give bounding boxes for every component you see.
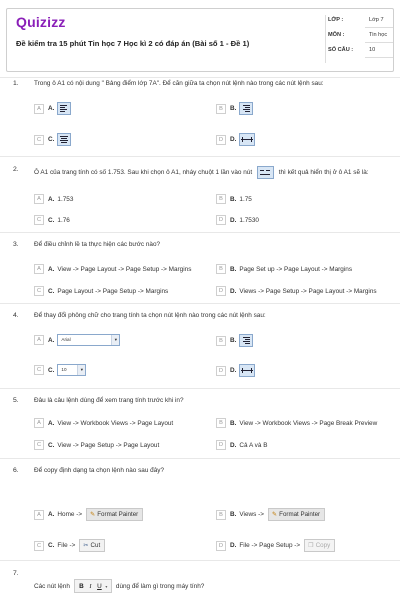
option-c[interactable] bbox=[34, 215, 70, 225]
option-box: A bbox=[34, 335, 44, 345]
option-letter: D. bbox=[230, 542, 237, 549]
option-box: B bbox=[216, 264, 226, 274]
question-text bbox=[34, 166, 369, 179]
option-b[interactable] bbox=[216, 508, 325, 521]
option-letter: B. bbox=[230, 105, 237, 112]
option-box: C bbox=[34, 135, 44, 145]
question-text-part1: Ô A1 của trang tính có số 1.753. Sau khi chọn ô A1, nháy chuột 1 lần vào nút bbox=[34, 169, 253, 177]
option-text: View -> Workbook Views -> Page Break Preview bbox=[239, 419, 378, 427]
option-letter: C. bbox=[48, 542, 55, 549]
option-d[interactable] bbox=[216, 364, 255, 377]
button-label: Format Painter bbox=[97, 511, 139, 518]
option-text: File -> bbox=[57, 542, 76, 549]
align-left-icon bbox=[57, 102, 71, 115]
option-text: View -> Page Setup -> Page Layout bbox=[57, 441, 160, 449]
option-letter: C. bbox=[48, 366, 55, 374]
option-letter: D. bbox=[230, 216, 237, 224]
question-number: 2. bbox=[13, 166, 19, 173]
option-letter: C. bbox=[48, 216, 55, 224]
option-b[interactable] bbox=[216, 264, 352, 274]
format-painter-button-image bbox=[86, 508, 143, 521]
option-letter: D. bbox=[230, 367, 237, 374]
option-text: 1.75 bbox=[239, 195, 252, 203]
option-a[interactable] bbox=[34, 264, 191, 274]
option-text: Views -> Page Setup -> Page Layout -> Margins bbox=[239, 287, 377, 295]
option-text: View -> Page Layout -> Page Setup -> Margins bbox=[57, 265, 192, 273]
option-c[interactable] bbox=[34, 286, 168, 296]
copy-icon: ❐ bbox=[308, 542, 314, 549]
option-text: Page Layout -> Page Setup -> Margins bbox=[57, 287, 169, 295]
question-number: 5. bbox=[13, 397, 19, 404]
option-text: View -> Workbook Views -> Page Layout bbox=[57, 419, 174, 427]
option-box: B bbox=[216, 510, 226, 520]
option-box: D bbox=[216, 135, 226, 145]
option-letter: C. bbox=[48, 441, 55, 449]
option-box: D bbox=[216, 440, 226, 450]
question-text: Để thay đổi phông chữ cho trang tính ta chọn nút lệnh nào trong các nút lệnh sau: bbox=[34, 312, 266, 319]
option-box: C bbox=[34, 541, 44, 551]
question-text: Để copy định dạng ta chọn lệnh nào sau đây? bbox=[34, 467, 165, 474]
option-letter: A. bbox=[48, 265, 55, 273]
question-number: 1. bbox=[13, 80, 19, 87]
option-text: Cả A và B bbox=[239, 441, 268, 449]
meta-underline bbox=[365, 42, 393, 43]
meta-label-class: LỚP : bbox=[328, 17, 344, 23]
section-divider bbox=[0, 77, 400, 78]
option-letter: B. bbox=[230, 511, 237, 518]
option-letter: C. bbox=[48, 287, 55, 295]
italic-icon: I bbox=[89, 582, 92, 590]
option-box: D bbox=[216, 286, 226, 296]
option-b[interactable] bbox=[216, 102, 253, 115]
button-label: Format Painter bbox=[279, 511, 321, 518]
section-divider bbox=[0, 388, 400, 389]
font-size-combo bbox=[57, 364, 86, 376]
option-text: Home -> bbox=[57, 511, 83, 518]
question-text: Trong ô A1 có nội dung " Bảng điểm lớp 7A". Để căn giữa ta chọn nút lệnh nào trong các nút lệnh sau: bbox=[34, 80, 324, 87]
option-letter: D. bbox=[230, 441, 237, 449]
option-a[interactable] bbox=[34, 508, 143, 521]
option-box: D bbox=[216, 366, 226, 376]
question-text: Để điều chỉnh lề ta thực hiện các bước nào? bbox=[34, 241, 161, 248]
meta-label-subject: MÔN : bbox=[328, 32, 345, 38]
question-number: 3. bbox=[13, 241, 19, 248]
quizizz-logo: Quizizz bbox=[16, 14, 66, 30]
option-a[interactable] bbox=[34, 418, 173, 428]
option-box: C bbox=[34, 365, 44, 375]
section-divider bbox=[0, 458, 400, 459]
question-number: 7. bbox=[13, 570, 19, 577]
option-d[interactable] bbox=[216, 539, 335, 552]
option-text: 1.753 bbox=[57, 195, 74, 203]
option-d[interactable] bbox=[216, 215, 259, 225]
option-c[interactable] bbox=[34, 133, 71, 146]
meta-label-count: SỐ CÂU : bbox=[328, 47, 354, 53]
option-box: A bbox=[34, 104, 44, 114]
question-text-part2: thì kết quả hiển thị ở ô A1 sẽ là: bbox=[278, 169, 369, 177]
section-divider bbox=[0, 303, 400, 304]
cut-button-image bbox=[79, 539, 105, 552]
option-box: B bbox=[216, 418, 226, 428]
option-box: A bbox=[34, 418, 44, 428]
option-text: 1.7530 bbox=[239, 216, 259, 224]
question-text-part2: dùng để làm gì trong máy tính? bbox=[115, 582, 205, 590]
question-number: 6. bbox=[13, 467, 19, 474]
option-c[interactable] bbox=[34, 364, 86, 376]
option-letter: C. bbox=[48, 136, 55, 143]
merge-center-icon bbox=[239, 364, 255, 377]
option-b[interactable] bbox=[216, 418, 377, 428]
option-letter: B. bbox=[230, 265, 237, 273]
font-size-value: 10 bbox=[61, 367, 67, 372]
option-box: C bbox=[34, 215, 44, 225]
meta-value-class: Lớp 7 bbox=[369, 17, 384, 23]
option-letter: A. bbox=[48, 336, 55, 344]
paintbrush-icon: ✎ bbox=[271, 511, 278, 518]
merge-center-icon bbox=[239, 133, 255, 146]
format-painter-button-image bbox=[268, 508, 325, 521]
dropdown-arrow-icon: ▼ bbox=[77, 365, 85, 375]
option-letter: B. bbox=[230, 337, 237, 344]
align-right-icon bbox=[239, 102, 253, 115]
meta-underline bbox=[365, 27, 393, 28]
question-text-part1: Các nút lệnh bbox=[34, 582, 70, 590]
section-divider bbox=[0, 156, 400, 157]
scissors-icon: ✂ bbox=[83, 542, 89, 549]
align-center-icon bbox=[57, 133, 71, 146]
option-c[interactable] bbox=[34, 440, 159, 450]
header-divider bbox=[325, 15, 326, 63]
meta-value-subject: Tin học bbox=[369, 32, 388, 38]
option-box: B bbox=[216, 104, 226, 114]
option-letter: B. bbox=[230, 195, 237, 203]
option-d[interactable] bbox=[216, 133, 255, 146]
option-d[interactable] bbox=[216, 286, 377, 296]
question-7-text bbox=[34, 579, 204, 593]
option-box: A bbox=[34, 510, 44, 520]
question-number: 4. bbox=[13, 312, 19, 319]
quiz-header bbox=[6, 8, 394, 72]
decrease-decimal-icon bbox=[257, 166, 274, 179]
option-text: Views -> bbox=[239, 511, 264, 518]
section-divider bbox=[0, 560, 400, 561]
option-box: A bbox=[34, 264, 44, 274]
copy-button-image bbox=[304, 539, 335, 552]
button-label: Copy bbox=[315, 542, 331, 549]
option-b[interactable] bbox=[216, 334, 253, 347]
option-box: B bbox=[216, 336, 226, 346]
option-box: C bbox=[34, 440, 44, 450]
meta-underline bbox=[365, 57, 393, 58]
option-letter: A. bbox=[48, 105, 55, 112]
font-name-value: Arial bbox=[61, 337, 71, 342]
format-toolbar-image bbox=[74, 579, 112, 593]
option-a[interactable] bbox=[34, 102, 71, 115]
option-box: B bbox=[216, 194, 226, 204]
paintbrush-icon: ✎ bbox=[90, 511, 96, 518]
bold-icon: B bbox=[79, 582, 84, 590]
option-letter: D. bbox=[230, 136, 237, 143]
option-letter: B. bbox=[230, 419, 237, 427]
option-text: File -> Page Setup -> bbox=[239, 542, 301, 549]
option-box: D bbox=[216, 541, 226, 551]
page-title: Đề kiểm tra 15 phút Tin học 7 Học kì 2 có đáp án (Bài số 1 - Đề 1) bbox=[16, 39, 250, 48]
dropdown-arrow-icon: ▼ bbox=[111, 335, 119, 345]
option-box: A bbox=[34, 194, 44, 204]
option-box: C bbox=[34, 286, 44, 296]
option-text: 1.76 bbox=[57, 216, 70, 224]
font-name-combo bbox=[57, 334, 120, 346]
dropdown-arrow-icon: ▾ bbox=[105, 583, 108, 589]
question-text: Đâu là câu lệnh dùng để xem trang tính trước khi in? bbox=[34, 397, 184, 404]
align-right-icon bbox=[239, 334, 253, 347]
option-b[interactable] bbox=[216, 194, 252, 204]
option-text: Page Set up -> Page Layout -> Margins bbox=[239, 265, 353, 273]
option-d[interactable] bbox=[216, 440, 267, 450]
option-box: D bbox=[216, 215, 226, 225]
option-c[interactable] bbox=[34, 539, 105, 552]
meta-value-count: 10 bbox=[369, 47, 376, 53]
option-letter: D. bbox=[230, 287, 237, 295]
option-letter: A. bbox=[48, 419, 55, 427]
button-label: Cut bbox=[90, 542, 101, 549]
option-a[interactable] bbox=[34, 334, 120, 346]
section-divider bbox=[0, 232, 400, 233]
underline-icon: U bbox=[97, 582, 102, 590]
option-a[interactable] bbox=[34, 194, 73, 204]
option-letter: A. bbox=[48, 511, 55, 518]
option-letter: A. bbox=[48, 195, 55, 203]
